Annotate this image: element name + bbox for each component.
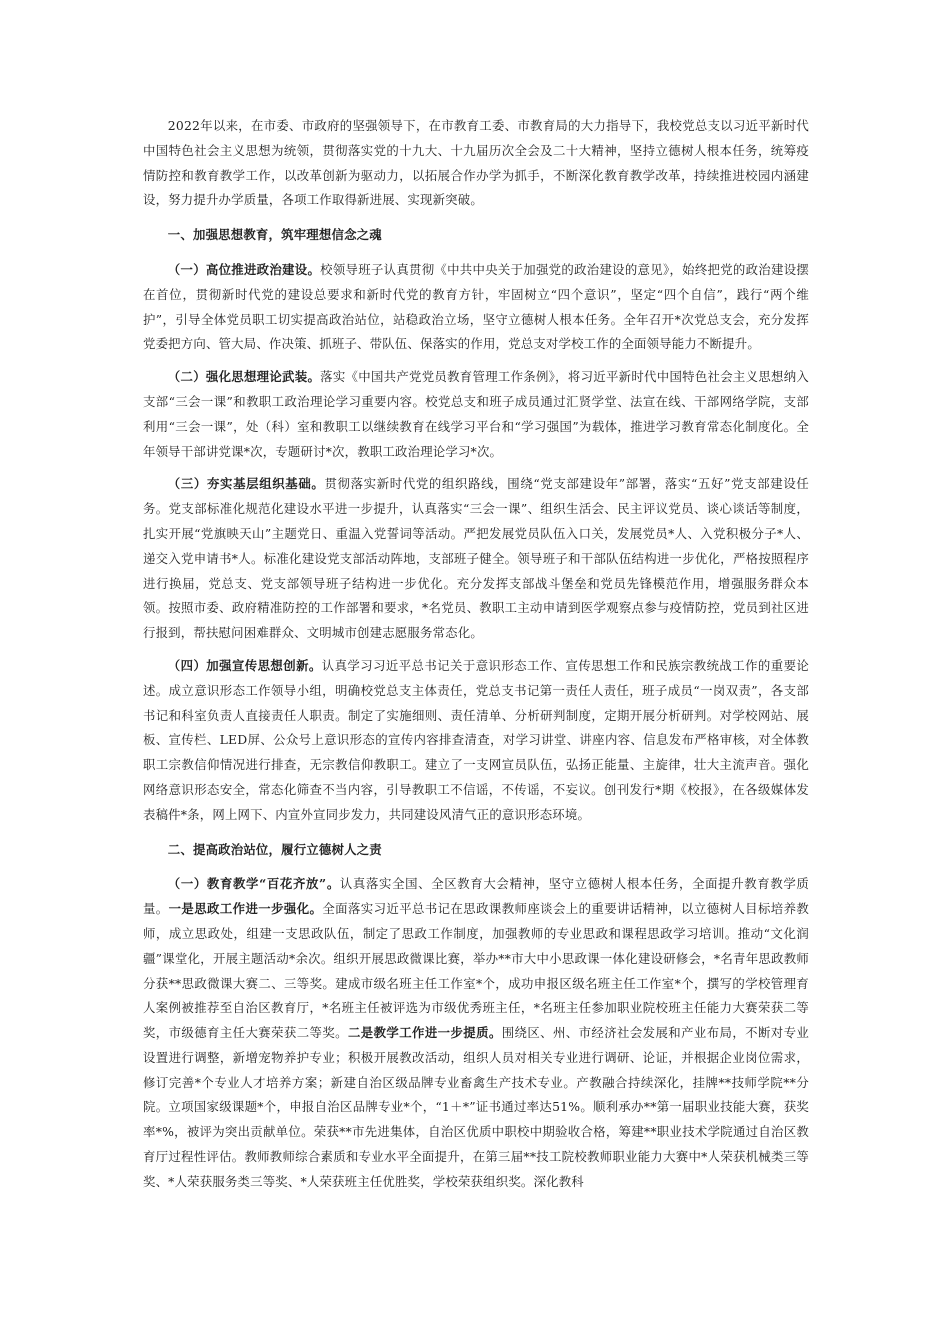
sub-point-body: 围绕区、州、市经济社会发展和产业布局，不断对专业设置进行调整，新增宠物养护专业；积极开展教改活动，组织人员对相关专业进行调研、论证，并根据企业岗位需求，修订完善*个专业人才培养方案；新建自治区级品牌专业畜禽生产技术专业。产教融合持续深化，挂牌**技师学院**分院。立项国家级课题*个，申报自治区品牌专业*个，“1＋*”证书通过率达51%。顺利承办**第一届职业技能大赛，获奖率*%，被评为突出贡献单位。荣获**市先进集体，自治区优质中职校中期验收合格，筹建**职业技术学院通过自治区教育厅过程性评估。教师教师综合素质和专业水平全面提升，在第三届**技工院校教师职业能力大赛中*人荣获机械类三等奖、*人荣获服务类三等奖、*人荣获班主任优胜奖，学校荣获组织奖。深化教科 — [143, 1025, 809, 1189]
section-1-item-2 — [143, 365, 809, 464]
document-page — [143, 114, 809, 1195]
section-1-item-3 — [143, 472, 809, 646]
sub-point-lead: 一是思政工作进一步强化。 — [168, 901, 323, 917]
section-2-item-1 — [143, 872, 809, 1194]
section-1-heading: 一、加强思想教育，筑牢理想信念之魂 — [167, 227, 382, 243]
sub-point-lead: 二是教学工作进一步提质。 — [347, 1025, 502, 1041]
item-body: 贯彻落实新时代党的组织路线，围绕“党支部建设年”部署，落实“五好”党支部建设任务。党支部标准化规范化建设水平进一步提升，认真落实“三会一课”、组织生活会、民主评议党员、谈心谈话等制度，扎实开展“党旗映天山”主题党日、重温入党誓词等活动。严把发展党员队伍入口关，发展党员*人、入党积极分子*人、递交入党申请书*人。标准化建设党支部活动阵地，支部班子健全。领导班子和干部队伍结构进一步优化，严格按照程序进行换届，党总支、党支部领导班子结构进一步优化。充分发挥支部战斗堡垒和党员先锋模范作用，增强服务群众本领。按照市委、政府精准防控的工作部署和要求，*名党员、教职工主动申请到医学观察点参与疫情防控，党员到社区进行报到，帮扶慰问困难群众、文明城市创建志愿服务常态化。 — [143, 476, 809, 641]
item-lead: （四）加强宣传思想创新。 — [167, 657, 322, 673]
section-1-item-1 — [143, 258, 809, 357]
item-body: 校领导班子认真贯彻《中共中央关于加强党的政治建设的意见》，始终把党的政治建设摆在首位，贯彻新时代党的建设总要求和新时代党的教育方针，牢固树立“四个意识”，坚定“四个自信”，践行“两个维护”，引导全体党员职工切实提高政治站位，站稳政治立场，坚守立德树人根本任务。全年召开*次党总支会，充分发挥党委把方向、管大局、作决策、抓班子、带队伍、保落实的作用，党总支对学校工作的全面领导能力不断提升。 — [143, 261, 809, 352]
sub-point-body: 全面落实习近平总书记在思政课教师座谈会上的重要讲话精神，以立德树人目标培养教师，成立思政处，组建一支思政队伍，制定了思政工作制度，加强教师的专业思政和课程思政学习培训。推动“文化润疆”课堂化，开展主题活动*余次。组织开展思政微课比赛，举办**市大中小思政课一体化建设研修会，*名青年思政教师分获**思政微课大赛二、三等奖。建成市级名班主任工作室*个，成功申报区级名班主任工作室*个，撰写的学校管理育人案例被推荐至自治区教育厅，*名班主任被评选为市级优秀班主任，*名班主任参加职业院校班主任能力大赛荣获二等奖，市级德育主任大赛荣获二等奖。 — [143, 901, 809, 1041]
item-body: 认真学习习近平总书记关于意识形态工作、宣传思想工作和民族宗教统战工作的重要论述。成立意识形态工作领导小组，明确校党总支主体责任，党总支书记第一责任人责任，班子成员“一岗双责”，各支部书记和科室负责人直接责任人职责。制定了实施细则、责任清单、分析研判制度，定期开展分析研判。对学校网站、展板、宣传栏、LED屏、公众号上意识形态的宣传内容排查清查，对学习讲堂、讲座内容、信息发布严格审核，对全体教职工宗教信仰情况进行排查，无宗教信仰教职工。建立了一支网宣员队伍，弘扬正能量、主旋律，壮大主流声音。强化网络意识形态安全，常态化筛查不当内容，引导教职工不信谣，不传谣，不妄议。创刊发行*期《校报》，在各级媒体发表稿件*条，网上网下、内宣外宣同步发力，共同建设风清气正的意识形态环境。 — [143, 657, 809, 822]
item-lead: （二）强化思想理论武装。 — [167, 369, 321, 385]
section-2-heading: 二、提高政治站位，履行立德树人之责 — [167, 841, 382, 857]
section-1-item-4 — [143, 654, 809, 828]
item-lead: （一）高位推进政治建设。 — [167, 261, 321, 277]
item-lead: （一）教育教学“百花齐放”。 — [167, 876, 340, 892]
item-lead: （三）夯实基层组织基础。 — [167, 476, 325, 492]
item-body: 落实《中国共产党党员教育管理工作条例》，将习近平新时代中国特色社会主义思想纳入支部“三会一课”和教职工政治理论学习重要内容。校党总支和班子成员通过汇贤学堂、法宣在线、干部网络学院，支部利用“三会一课”，处（科）室和教职工以继续教育在线学习平台和“学习强国”为载体，推进学习教育常态化制度化。全年领导干部讲党课*次，专题研讨*次，教职工政治理论学习*次。 — [143, 369, 809, 459]
intro-paragraph: 2022年以来，在市委、市政府的坚强领导下，在市教育工委、市教育局的大力指导下，我校党总支以习近平新时代中国特色社会主义思想为统领，贯彻落实党的十九大、十九届历次全会及二十大精神，坚持立德树人根本任务，统筹疫情防控和教育教学工作，以改革创新为驱动力，以拓展合作办学为抓手，不断深化教育教学改革，持续推进校园内涵建设，努力提升办学质量，各项工作取得新进展、实现新突破。 — [143, 118, 809, 208]
item-body: 认真落实全国、全区教育大会精神，坚守立德树人根本任务，全面提升教育教学质量。 — [143, 876, 810, 917]
